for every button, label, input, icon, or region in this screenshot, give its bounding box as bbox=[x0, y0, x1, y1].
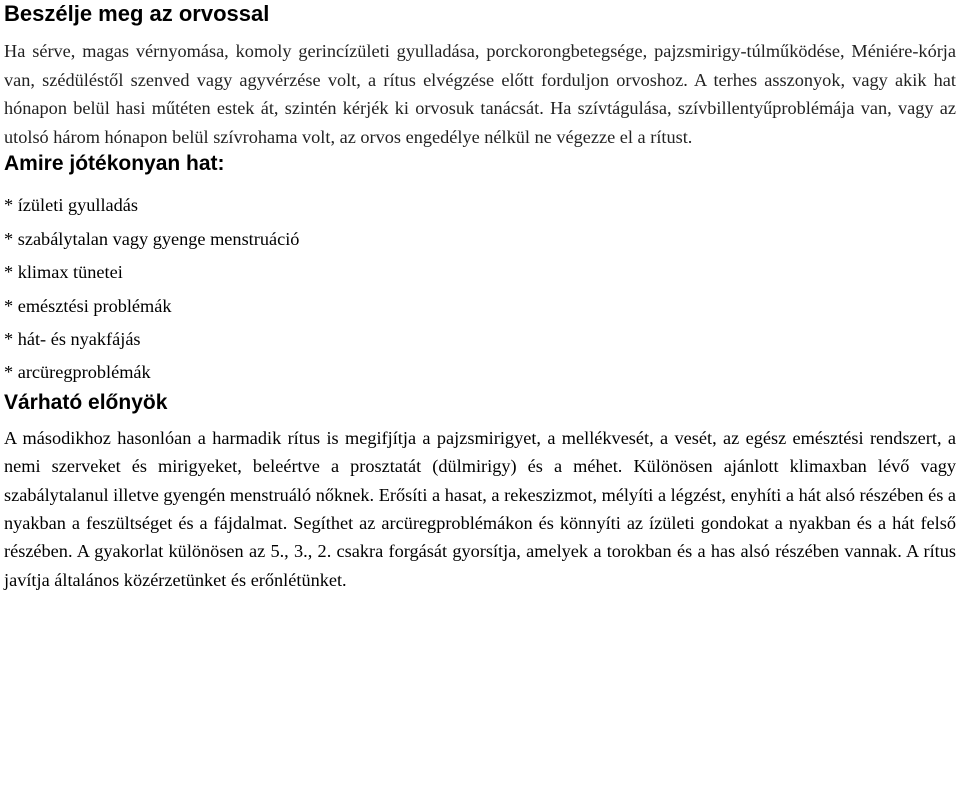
benefits-section-title: Amire jótékonyan hat: bbox=[4, 152, 225, 176]
benefits-list-item: * arcüregproblémák bbox=[4, 362, 151, 383]
expected-benefits-title: Várható előnyök bbox=[4, 390, 168, 414]
benefits-list bbox=[4, 189, 956, 389]
benefits-list-item: * hát- és nyakfájás bbox=[4, 329, 141, 349]
document-page bbox=[4, 0, 956, 594]
doctor-section-paragraph: Ha sérve, magas vérnyomása, komoly gerincízületi gyulladása, porckorongbetegsége, pajzsmirigy-túlműködése, Méniére-kórja van, szédüléstől szenved vagy agyvérzése volt, a rítus elvégzése előtt forduljon orvoshoz. A terhes asszonyok, vagy akik hat hónapon belül hasi műtéten estek át, szintén kérjék ki orvosuk tanácsát. Ha szívtágulása, szívbillentyűproblémája van, vagy az utolsó három hónapon belül szívrohama volt, az orvos engedélye nélkül ne végezze el a rítust. bbox=[4, 41, 956, 147]
benefits-list-item: * szabálytalan vagy gyenge menstruáció bbox=[4, 228, 300, 249]
benefits-list-item: * ízületi gyulladás bbox=[4, 195, 139, 216]
benefits-list-item: * klimax tünetei bbox=[4, 262, 123, 283]
benefits-list-item: * emésztési problémák bbox=[4, 295, 172, 316]
doctor-section-title: Beszélje meg az orvossal bbox=[4, 1, 270, 26]
expected-benefits-paragraph: A másodikhoz hasonlóan a harmadik rítus is megifjítja a pajzsmirigyet, a mellékvesét, a vesét, az egész emésztési rendszert, a nemi szerveket és mirigyeket, beleértve a prosztatát (dülmirigy) és a méhet. Különösen ajánlott klimaxban lévő vagy szabálytalanul illetve gyengén menstruáló nőknek. Erősíti a hasat, a rekeszizmot, mélyíti a légzést, enyhíti a hát alsó részében és a nyakban a feszültséget és a fájdalmat. Segíthet az arcüregproblémákon és könnyíti az ízületi gondokat a nyakban és a hát felső részében. A gyakorlat különösen az 5., 3., 2. csakra forgását gyorsítja, amelyek a torokban és a has alsó részében vannak. A rítus javítja általános közérzetünket és erőnlétünket. bbox=[4, 427, 956, 590]
